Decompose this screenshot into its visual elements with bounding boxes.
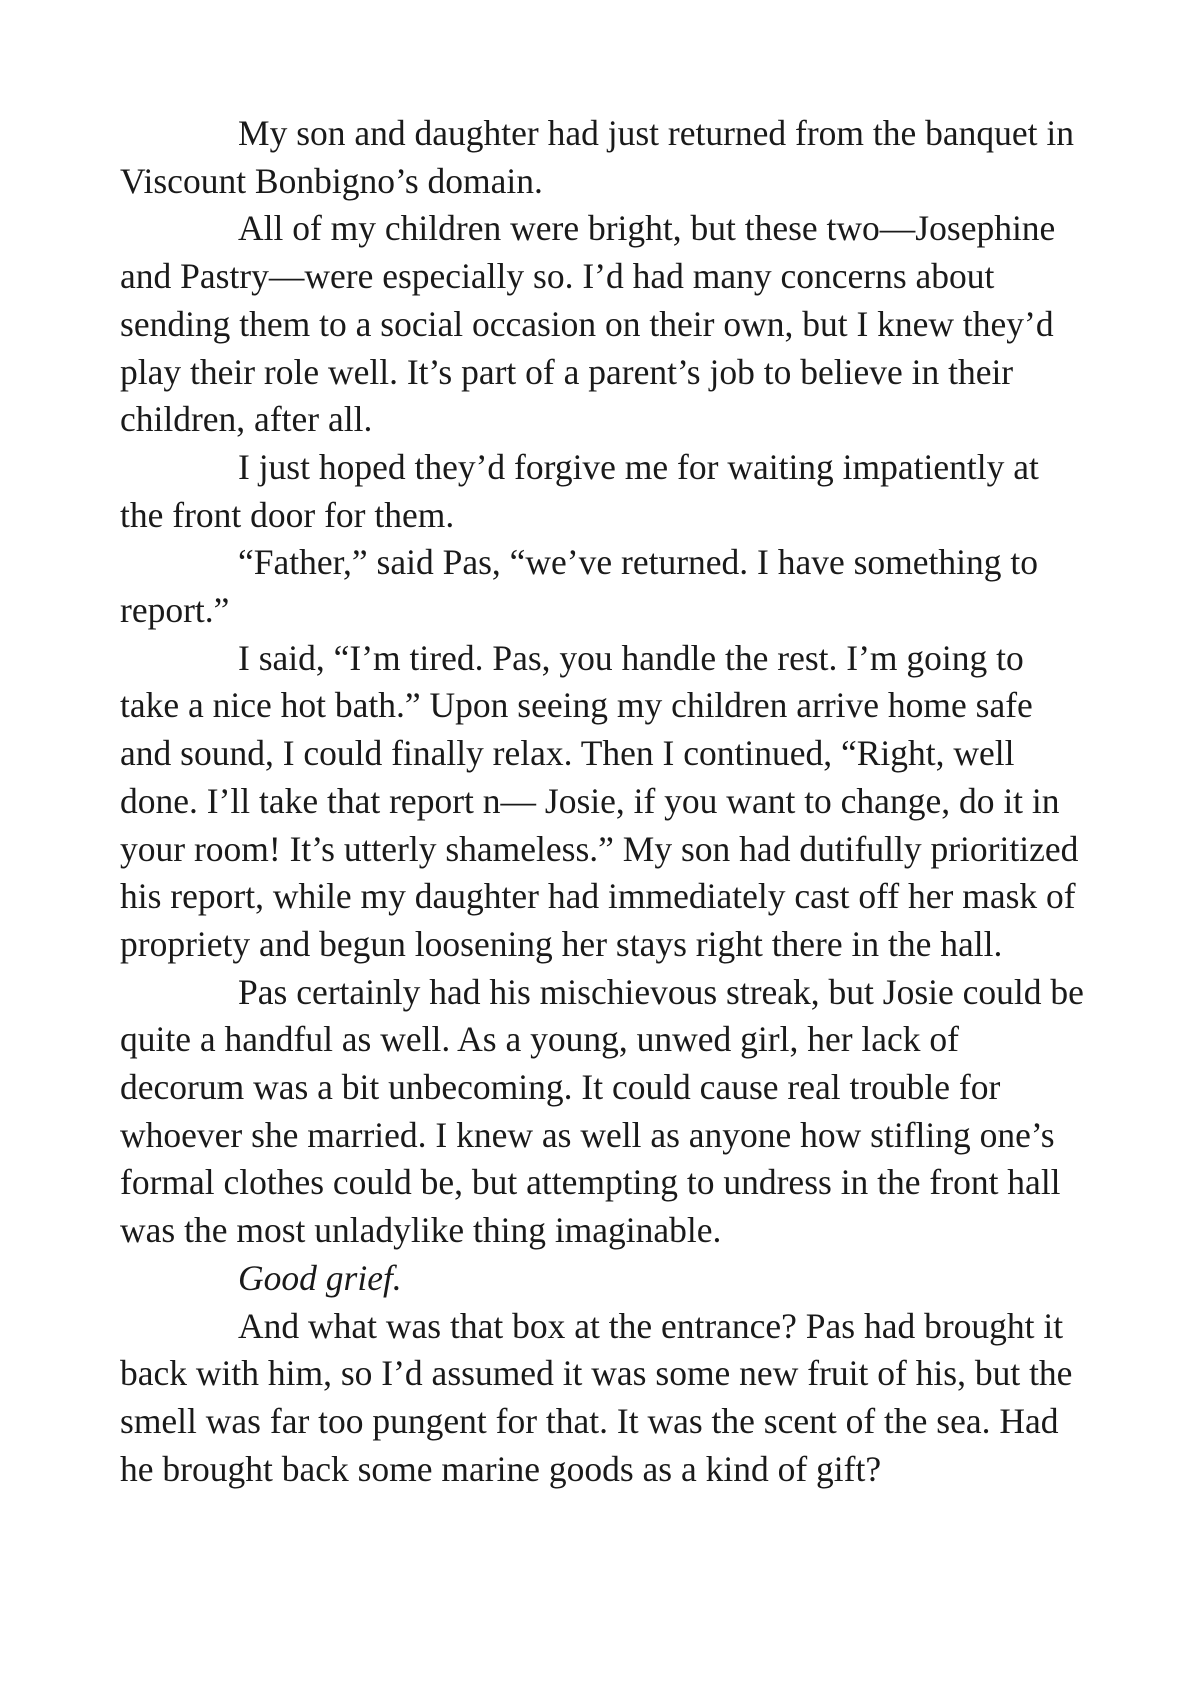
paragraph-good-grief: Good grief. (238, 1257, 402, 1298)
paragraph-return: My son and daughter had just returned from the banquet in Viscount Bonbigno’s domain. (120, 113, 1075, 201)
paragraph-children: All of my children were bright, but these two—Josephine and Pastry—were especially so. I’d had many concerns about sending them to a social occasion on their own, but I knew they’d play their role well. It’s part of a parent’s job to believe in their children, after all. (120, 208, 1056, 440)
paragraph-tired: I said, “I’m tired. Pas, you handle the rest. I’m going to take a nice hot bath.” Upon seeing my children arrive home safe and sound, I could finally relax. Then I continued, “Right, well done. I’ll take that report n— Josie, if you want to change, do it in your room! It’s utterly shameless.” My son had dutifully prioritized his report, while my daughter had immediately cast off her mask of propriety and begun loosening her stays right there in the hall. (120, 637, 1079, 964)
paragraph-box: And what was that box at the entrance? Pas had brought it back with him, so I’d assumed it was some new fruit of his, but the smell was far too pungent for that. It was the scent of the sea. Had he brought back some marine goods as a kind of gift? (120, 1305, 1073, 1489)
paragraph-father: “Father,” said Pas, “we’ve returned. I have something to report.” (120, 542, 1039, 631)
page-body (120, 110, 1090, 1493)
paragraph-waiting: I just hoped they’d forgive me for waiting impatiently at the front door for them. (120, 446, 1039, 535)
paragraph-mischief: Pas certainly had his mischievous streak, but Josie could be quite a handful as well. As a young, unwed girl, her lack of decorum was a bit unbecoming. It could cause real trouble for whoever she married. I knew as well as anyone how stifling one’s formal clothes could be, but attempting to undress in the front hall was the most unladylike thing imaginable. (120, 971, 1084, 1251)
